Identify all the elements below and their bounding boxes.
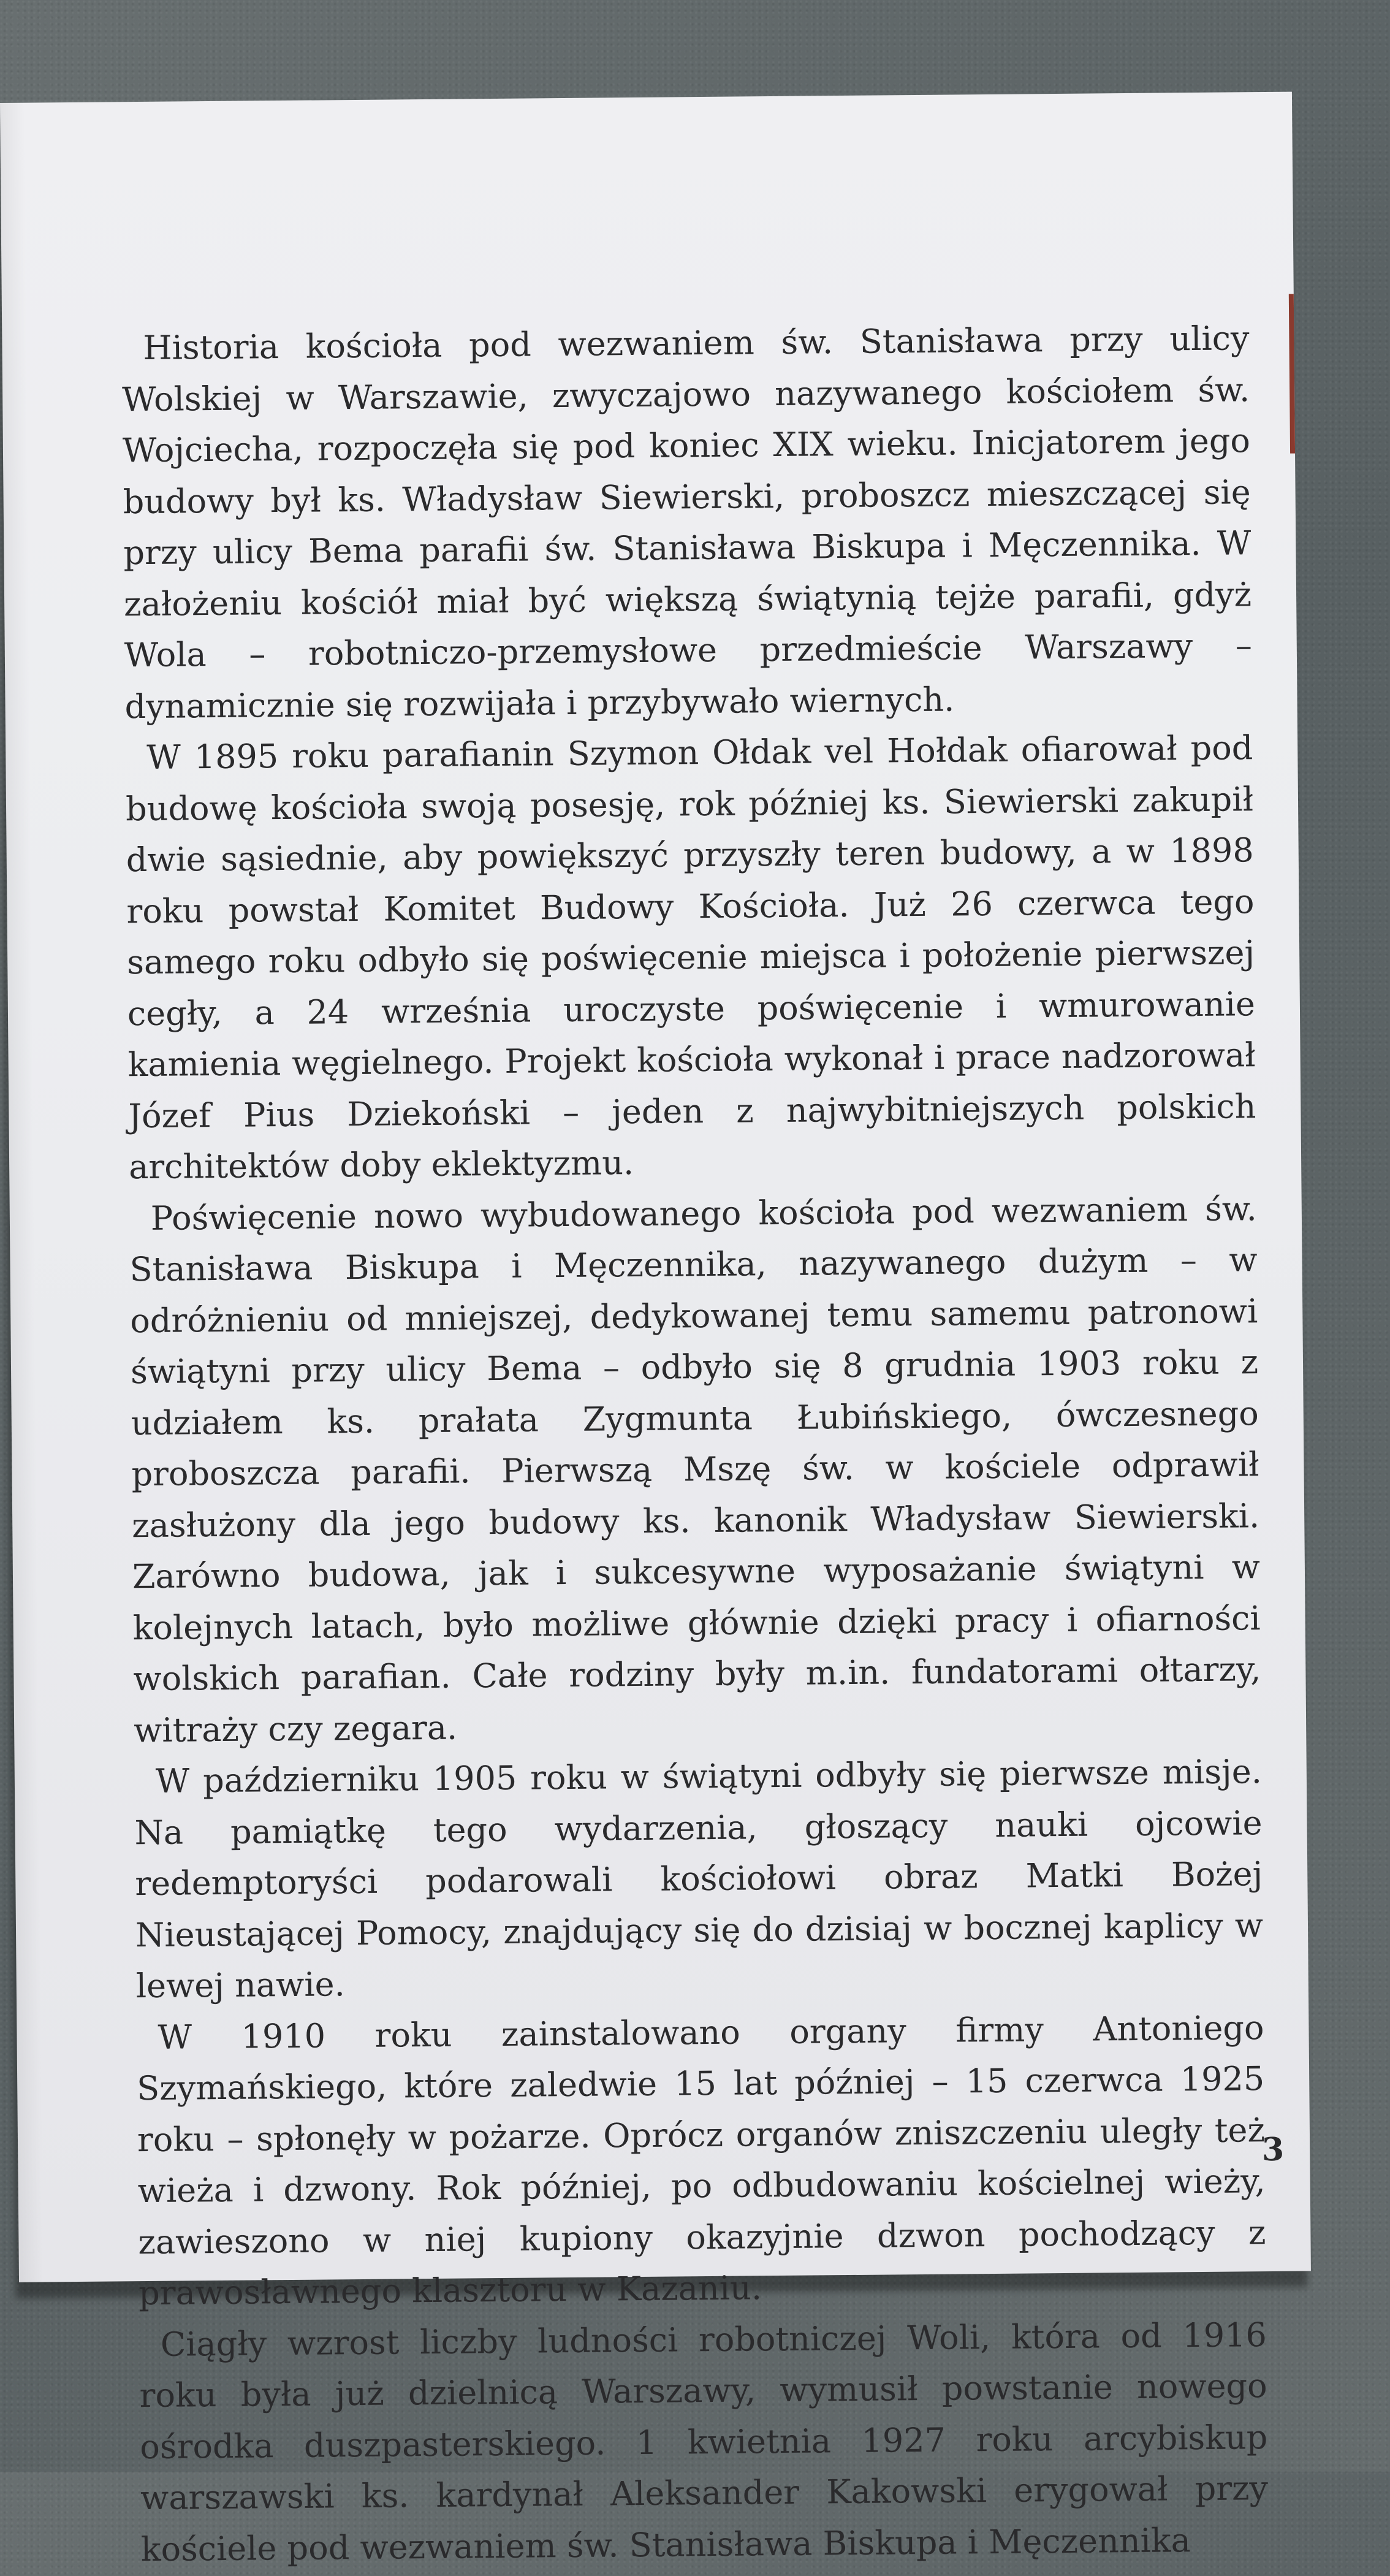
paragraph-6: Ciągły wzrost liczby ludności robotniczej Woli, która od 1916 roku była już dzielnicą Warszawy, wymusił powstanie nowego ośrodka duszpasterskiego. 1 kwietnia 1927 roku arcybiskup warszawski ks. kardynał Aleksander Kakowski erygował przy kościele pod wezwaniem św. Stanisława Biskupa i Męczennika xyxy=(139,2315,1269,2569)
paragraph-1: Historia kościoła pod wezwaniem św. Stanisława przy ulicy Wolskiej w Warszawie, zwyczajowo nazywanego kościołem św. Wojciecha, rozpoczęła się pod koniec XIX wieku. Inicjatorem jego budowy był ks. Władysław Siewierski, proboszcz mieszczącej się przy ulicy Bema parafii św. Stanisława Biskupa i Męczennika. W założeniu kościół miał być większą świątynią tejże parafii, gdyż Wola – robotniczo-przemysłowe przedmieście Warszawy – dynamicznie się rozwijała i przybywało wiernych. xyxy=(121,319,1253,726)
paragraph-3: Poświęcenie nowo wybudowanego kościoła pod wezwaniem św. Stanisława Biskupa i Męczennika, nazywanego dużym – w odróżnieniu od mniejszej, dedykowanej temu samemu patronowi świątyni przy ulicy Bema – odbyło się 8 grudnia 1903 roku z udziałem ks. prałata Zygmunta Łubińskiego, ówczesnego proboszcza parafii. Pierwszą Mszę św. w kościele odprawił zasłużony dla jego budowy ks. kanonik Władysław Siewierski. Zarówno budowa, jak i sukcesywne wyposażanie świątyni w kolejnych latach, było możliwe głównie dzięki pracy i ofiarności wolskich parafian. Całe rodziny były m.in. fundatorami ołtarzy, witraży czy zegara. xyxy=(129,1189,1261,1750)
page-number: 3 xyxy=(1261,2130,1285,2169)
paragraph-4: W październiku 1905 roku w świątyni odbyły się pierwsze misje. Na pamiątkę tego wydarzenia, głoszący nauki ojcowie redemptoryści podarowali kościołowi obraz Matki Bożej Nieustającej Pomocy, znajdujący się do dzisiaj w bocznej kaplicy w lewej nawie. xyxy=(134,1752,1264,2006)
paragraph-5: W 1910 roku zainstalowano organy firmy Antoniego Szymańskiego, które zaledwie 15 lat później – 15 czerwca 1925 roku – spłonęły w pożarze. Oprócz organów zniszczeniu uległy też wieża i dzwony. Rok później, po odbudowaniu kościelnej wieży, zawieszono w niej kupiony okazyjnie dzwon pochodzący z prawosławnego klasztoru w Kazaniu. xyxy=(136,2008,1266,2313)
paragraph-2: W 1895 roku parafianin Szymon Ołdak vel Hołdak ofiarował pod budowę kościoła swoją posesję, rok później ks. Siewierski zakupił dwie sąsiednie, aby powiększyć przyszły teren budowy, a w 1898 roku powstał Komitet Budowy Kościoła. Już 26 czerwca tego samego roku odbyło się poświęcenie miejsca i położenie pierwszej cegły, a 24 września uroczyste poświęcenie i wmurowanie kamienia węgielnego. Projekt kościoła wykonał i prace nadzorował Józef Pius Dziekoński – jeden z najwybitniejszych polskich architektów doby eklektyzmu. xyxy=(125,728,1256,1187)
page-edge-marker xyxy=(1289,294,1295,454)
book-page xyxy=(0,92,1311,2569)
body-text xyxy=(121,313,1269,2575)
